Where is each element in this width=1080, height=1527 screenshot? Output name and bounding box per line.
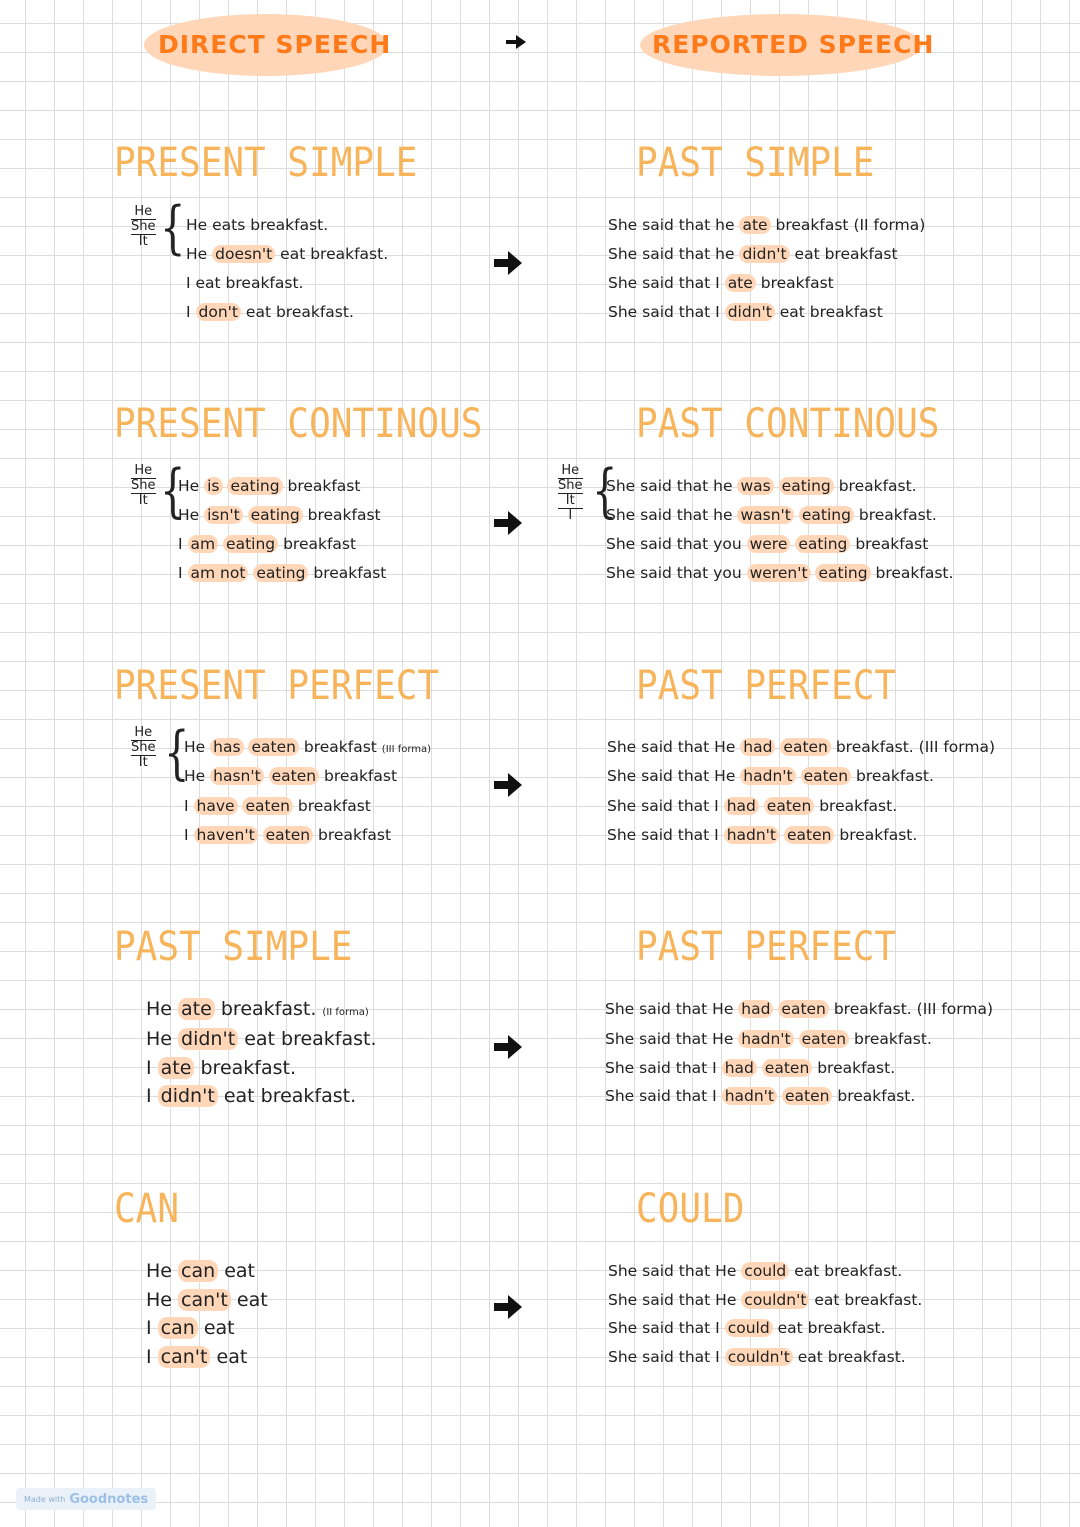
- line-text: eat: [197, 1317, 235, 1339]
- reported-example-line: [607, 736, 995, 758]
- line-text: eat breakfast.: [792, 1348, 906, 1366]
- highlighted-verb: were: [747, 535, 791, 553]
- line-text: She said that you: [606, 535, 747, 553]
- line-text: He: [184, 738, 211, 756]
- highlighted-verb: eating: [248, 506, 303, 524]
- highlighted-verb: can't: [178, 1289, 231, 1311]
- made-with-label: Made with: [24, 1494, 66, 1504]
- direct-example-line: [146, 1317, 235, 1339]
- line-text: breakfast.: [853, 506, 937, 524]
- line-text: breakfast.: [812, 1059, 896, 1077]
- reported-example-line: [608, 1317, 886, 1339]
- pronoun-he: He: [131, 726, 156, 741]
- highlighted-verb: hasn't: [210, 767, 264, 785]
- reported-example-line: [608, 1260, 902, 1282]
- line-text: I: [146, 1346, 158, 1368]
- line-text: breakfast.: [849, 1030, 932, 1048]
- pronoun-he: He: [131, 464, 156, 479]
- line-text: She said that he: [606, 506, 738, 524]
- line-text: breakfast: [292, 797, 371, 815]
- highlighted-verb: eating: [227, 477, 282, 495]
- line-text: breakfast.: [870, 564, 954, 582]
- highlighted-verb: hadn't: [722, 1087, 777, 1105]
- highlighted-verb: didn't: [158, 1085, 218, 1107]
- highlighted-verb: can't: [158, 1346, 211, 1368]
- line-text: She said that he: [606, 477, 738, 495]
- highlighted-verb: can: [178, 1260, 218, 1282]
- direct-example-line: [146, 1289, 268, 1311]
- line-text: breakfast.: [194, 1057, 297, 1079]
- direct-pronoun-stack: [131, 464, 156, 508]
- direct-tense-heading: PRESENT PERFECT: [114, 663, 440, 709]
- highlighted-verb: ate: [725, 274, 756, 292]
- line-text: She said that He: [607, 738, 741, 756]
- reported-example-line: [608, 243, 898, 265]
- highlighted-verb: didn't: [739, 245, 789, 263]
- direct-example-line: [178, 475, 360, 497]
- reported-example-line: [605, 1028, 932, 1050]
- highlighted-verb: has: [210, 738, 243, 756]
- direct-tense-heading: CAN: [114, 1186, 180, 1232]
- highlighted-verb: eaten: [242, 797, 292, 815]
- highlighted-verb: had: [722, 1059, 757, 1077]
- goodnotes-watermark: [16, 1488, 156, 1510]
- line-text: I: [146, 1317, 158, 1339]
- line-text: He: [146, 998, 179, 1020]
- direct-brace: {: [160, 458, 186, 526]
- reported-example-line: [606, 504, 937, 526]
- line-text: breakfast.: [834, 826, 918, 844]
- line-text: I: [186, 303, 196, 321]
- line-text: breakfast: [319, 767, 398, 785]
- direct-example-line: [186, 243, 388, 265]
- pronoun-he: He: [558, 464, 583, 479]
- arrow-right-icon: [504, 32, 528, 52]
- reported-example-line: [608, 301, 883, 323]
- line-text: breakfast.: [832, 1087, 916, 1105]
- direct-example-line: [178, 533, 356, 555]
- highlighted-verb: eaten: [263, 826, 313, 844]
- line-text: I: [184, 826, 194, 844]
- line-text: [264, 767, 269, 785]
- direct-example-line: [186, 301, 354, 323]
- reported-example-line: [607, 824, 917, 846]
- highlighted-verb: have: [194, 797, 238, 815]
- reported-example-line: [608, 1346, 906, 1368]
- highlighted-verb: could: [725, 1319, 773, 1337]
- line-text: She said that you: [606, 564, 747, 582]
- direct-example-line: [146, 1057, 296, 1079]
- highlighted-verb: can: [158, 1317, 198, 1339]
- line-text: She said that I: [607, 797, 724, 815]
- line-text: breakfast: [755, 274, 834, 292]
- line-text: eat breakfast.: [809, 1291, 923, 1309]
- line-text: [794, 1030, 799, 1048]
- highlighted-verb: eaten: [762, 1059, 812, 1077]
- reported-speech-title: REPORTED SPEECH: [652, 30, 935, 59]
- line-text: breakfast.: [245, 216, 329, 234]
- line-text: He: [146, 1028, 179, 1050]
- pronoun-it: It: [558, 494, 583, 509]
- highlighted-verb: ate: [739, 216, 770, 234]
- reported-tense-heading: PAST SIMPLE: [636, 140, 875, 186]
- forma-note: (III forma): [381, 744, 432, 755]
- line-text: He: [178, 506, 205, 524]
- line-text: She said that I: [605, 1059, 722, 1077]
- line-text: (II forma): [853, 216, 926, 234]
- line-text: breakfast: [302, 506, 381, 524]
- reported-example-line: [608, 214, 925, 236]
- highlighted-verb: couldn't: [725, 1348, 793, 1366]
- direct-example-line: [184, 765, 397, 787]
- line-text: breakfast: [278, 535, 357, 553]
- line-text: He: [186, 216, 213, 234]
- highlighted-verb: hadn't: [740, 767, 795, 785]
- direct-example-line: [146, 998, 369, 1024]
- line-text: She said that He: [608, 1262, 742, 1280]
- line-text: I: [178, 535, 188, 553]
- reported-example-line: [607, 765, 934, 787]
- highlighted-verb: had: [738, 1000, 773, 1018]
- direct-example-line: [184, 824, 391, 846]
- highlighted-verb: could: [741, 1262, 789, 1280]
- reported-tense-heading: COULD: [636, 1186, 745, 1232]
- line-text: She said that he: [608, 216, 740, 234]
- highlighted-verb: didn't: [725, 303, 775, 321]
- arrow-right-icon: [492, 770, 524, 800]
- line-text: [796, 767, 801, 785]
- reported-example-line: [605, 1085, 915, 1107]
- line-text: [774, 477, 779, 495]
- highlighted-verb: wasn't: [737, 506, 793, 524]
- highlighted-verb: eaten: [780, 738, 830, 756]
- arrow-right-icon: [492, 508, 524, 538]
- line-text: breakfast.: [214, 998, 323, 1020]
- reported-example-line: [606, 475, 917, 497]
- line-text: She said that I: [607, 826, 724, 844]
- line-text: I: [178, 564, 188, 582]
- direct-example-line: [146, 1346, 247, 1368]
- reported-example-line: [607, 795, 897, 817]
- direct-brace: {: [164, 720, 190, 788]
- line-text: eat breakfast: [789, 245, 898, 263]
- line-text: eat breakfast.: [240, 303, 354, 321]
- highlighted-verb: weren't: [747, 564, 811, 582]
- highlighted-verb: eating: [779, 477, 834, 495]
- line-text: breakfast. (III forma): [828, 1000, 994, 1018]
- highlighted-verb: hadn't: [738, 1030, 793, 1048]
- reported-example-line: [605, 998, 993, 1020]
- highlighted-verb: ate: [178, 998, 215, 1020]
- reported-example-line: [605, 1057, 895, 1079]
- line-text: eat breakfast.: [789, 1262, 903, 1280]
- line-text: He: [146, 1260, 179, 1282]
- direct-example-line: [178, 504, 381, 526]
- highlighted-verb: had: [724, 797, 759, 815]
- line-text: I: [146, 1057, 158, 1079]
- line-text: eat breakfast.: [275, 245, 389, 263]
- arrow-right-icon: [492, 1032, 524, 1062]
- line-text: He: [184, 767, 211, 785]
- line-text: eats: [212, 216, 246, 234]
- line-text: eat: [210, 1346, 248, 1368]
- direct-example-line: [146, 1085, 356, 1107]
- highlighted-verb: am not: [188, 564, 249, 582]
- line-text: breakfast: [850, 535, 929, 553]
- pronoun-she: She: [131, 478, 156, 493]
- line-text: breakfast: [308, 564, 387, 582]
- direct-pronoun-stack: [131, 726, 156, 770]
- line-text: [258, 826, 263, 844]
- arrow-right-icon: [492, 248, 524, 278]
- pronoun-it: It: [138, 755, 148, 770]
- pronoun-it: It: [138, 493, 148, 508]
- direct-example-line: [146, 1260, 255, 1282]
- line-text: eat breakfast.: [195, 274, 304, 292]
- direct-example-line: [184, 795, 371, 817]
- line-text: I: [184, 797, 194, 815]
- direct-example-line: [184, 736, 431, 761]
- reported-pronoun-stack: [558, 464, 583, 523]
- line-text: She said that I: [608, 1319, 725, 1337]
- line-text: eat: [230, 1289, 268, 1311]
- line-text: eat breakfast.: [217, 1085, 357, 1107]
- highlighted-verb: is: [204, 477, 222, 495]
- line-text: eat: [218, 1260, 255, 1282]
- line-text: breakfast. (III forma): [830, 738, 996, 756]
- highlighted-verb: don't: [196, 303, 241, 321]
- line-text: breakfast: [313, 826, 392, 844]
- highlighted-verb: eaten: [248, 738, 298, 756]
- pronoun-she: She: [558, 478, 583, 493]
- highlighted-verb: doesn't: [212, 245, 275, 263]
- line-text: She said that I: [608, 1348, 725, 1366]
- direct-pronoun-stack: [131, 205, 156, 249]
- line-text: I: [186, 274, 196, 292]
- line-text: breakfast.: [814, 797, 898, 815]
- reported-tense-heading: PAST CONTINOUS: [636, 401, 940, 447]
- direct-example-line: [186, 272, 303, 294]
- line-text: She said that He: [608, 1291, 742, 1309]
- forma-note: (II forma): [322, 1007, 369, 1018]
- line-text: She said that I: [605, 1087, 722, 1105]
- highlighted-verb: haven't: [194, 826, 258, 844]
- line-text: He: [146, 1289, 179, 1311]
- highlighted-verb: eaten: [784, 826, 834, 844]
- pronoun-i: I: [568, 508, 573, 523]
- highlighted-verb: eaten: [801, 767, 851, 785]
- pronoun-she: She: [131, 219, 156, 234]
- highlighted-verb: eaten: [269, 767, 319, 785]
- direct-example-line: [146, 1028, 377, 1050]
- pronoun-it: It: [138, 234, 148, 249]
- line-text: breakfast: [282, 477, 361, 495]
- reported-tense-heading: PAST PERFECT: [636, 924, 897, 970]
- reported-example-line: [606, 562, 953, 584]
- highlighted-verb: had: [740, 738, 775, 756]
- line-text: I: [146, 1085, 158, 1107]
- highlighted-verb: eating: [795, 535, 850, 553]
- direct-brace: {: [160, 196, 186, 262]
- line-text: She said that He: [605, 1000, 739, 1018]
- highlighted-verb: eaten: [778, 1000, 828, 1018]
- highlighted-verb: isn't: [204, 506, 243, 524]
- line-text: eat breakfast.: [772, 1319, 886, 1337]
- line-text: He: [186, 245, 213, 263]
- highlighted-verb: eaten: [799, 1030, 849, 1048]
- direct-tense-heading: PRESENT SIMPLE: [114, 140, 418, 186]
- line-text: breakfast.: [833, 477, 917, 495]
- line-text: She said that he: [608, 245, 740, 263]
- pronoun-she: She: [131, 740, 156, 755]
- goodnotes-brand: Goodnotes: [69, 1491, 149, 1507]
- highlighted-verb: eaten: [782, 1087, 832, 1105]
- highlighted-verb: didn't: [178, 1028, 238, 1050]
- line-text: eat breakfast.: [238, 1028, 377, 1050]
- reported-brace: {: [592, 458, 618, 526]
- pronoun-he: He: [131, 205, 156, 220]
- line-text: breakfast: [298, 738, 382, 756]
- highlighted-verb: couldn't: [741, 1291, 809, 1309]
- line-text: breakfast: [770, 216, 854, 234]
- direct-tense-heading: PAST SIMPLE: [114, 924, 353, 970]
- highlighted-verb: eating: [815, 564, 870, 582]
- line-text: She said that He: [607, 767, 741, 785]
- arrow-right-icon: [492, 1292, 524, 1322]
- line-text: She said that I: [608, 303, 725, 321]
- highlighted-verb: eaten: [764, 797, 814, 815]
- highlighted-verb: eating: [253, 564, 308, 582]
- line-text: [243, 506, 248, 524]
- line-text: eat breakfast: [774, 303, 883, 321]
- direct-example-line: [178, 562, 386, 584]
- highlighted-verb: was: [737, 477, 773, 495]
- highlighted-verb: eating: [223, 535, 278, 553]
- line-text: He: [178, 477, 205, 495]
- reported-example-line: [606, 533, 928, 555]
- reported-example-line: [608, 272, 834, 294]
- highlighted-verb: am: [188, 535, 219, 553]
- line-text: breakfast.: [851, 767, 934, 785]
- direct-speech-title: DIRECT SPEECH: [158, 30, 392, 59]
- highlighted-verb: hadn't: [724, 826, 779, 844]
- highlighted-verb: eating: [799, 506, 854, 524]
- line-text: She said that I: [608, 274, 725, 292]
- reported-example-line: [608, 1289, 922, 1311]
- direct-example-line: [186, 214, 328, 236]
- reported-tense-heading: PAST PERFECT: [636, 663, 897, 709]
- line-text: She said that He: [605, 1030, 739, 1048]
- highlighted-verb: ate: [158, 1057, 195, 1079]
- direct-tense-heading: PRESENT CONTINOUS: [114, 401, 483, 447]
